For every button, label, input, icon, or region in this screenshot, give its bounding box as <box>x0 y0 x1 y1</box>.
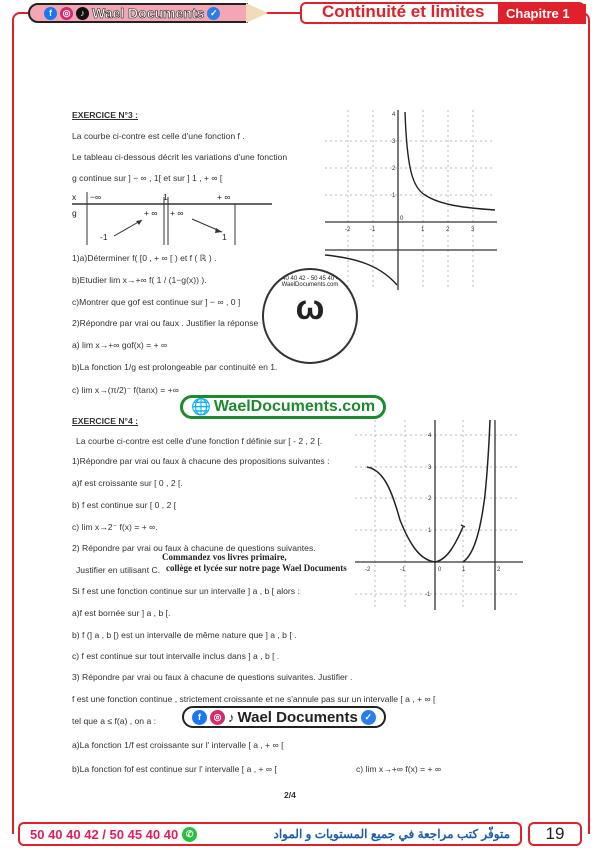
footer-banner <box>18 822 522 846</box>
table-cell: 1 <box>222 232 227 242</box>
ex4-question: c) f est continue sur tout intervalle inclus dans ] a , b [ . <box>72 651 280 661</box>
promo-line: Commandez vos livres primaire, <box>162 552 287 562</box>
ex4-question: a)f est croissante sur [ 0 , 2 [. <box>72 478 183 488</box>
facebook-icon: f <box>44 7 57 20</box>
footer-arabic-text: متوفّر كتب مراجعة في جميع المستويات و المواد <box>273 827 510 841</box>
tick-label: -1 <box>425 592 431 598</box>
tick-label: 4 <box>392 112 396 118</box>
tick-label: 4 <box>428 433 432 439</box>
tick-label: 2 <box>392 166 396 172</box>
ex3-question: c) lim x→(π/2)⁻ f(tanx) = +∞ <box>72 385 179 395</box>
tick-label: 1 <box>392 193 396 199</box>
ex4-question: b)La fonction fof est continue sur l' intervalle [ a , + ∞ [ <box>72 764 277 774</box>
table-cell: + ∞ <box>217 192 231 202</box>
stamp-watermark: 50 40 40 42 - 50 45 40 40 · WaelDocuments.com ω <box>262 268 358 364</box>
ex3-question: 2)Répondre par vrai ou faux . Justifier la réponse <box>72 318 259 328</box>
tick-label: 1 <box>421 227 425 233</box>
table-x-label: x <box>72 192 77 202</box>
tick-label: -1 <box>400 567 406 573</box>
social-watermark <box>182 706 386 728</box>
ex4-question: a)La fonction 1/f est croissante sur l' intervalle [ a , + ∞ [ <box>72 740 284 750</box>
table-cell: 1 <box>163 192 168 202</box>
social-watermark-text: Wael Documents <box>237 708 358 726</box>
instagram-icon: ◎ <box>210 710 225 725</box>
tiktok-icon: ♪ <box>228 709 235 725</box>
ex4-question: tel que a ≤ f(a) , on a : <box>72 716 157 726</box>
tick-label: 3 <box>392 139 396 145</box>
brand-pencil <box>28 3 248 23</box>
tick-label: 1 <box>428 528 432 534</box>
table-cell: + ∞ <box>170 208 184 218</box>
tick-label: 3 <box>471 227 475 233</box>
tiktok-icon: ♪ <box>76 7 89 20</box>
table-cell: −∞ <box>90 192 102 202</box>
variation-table <box>72 192 272 245</box>
verified-icon: ✓ <box>207 7 220 20</box>
graph-f-ex4 <box>355 415 525 610</box>
tick-label: 2 <box>497 567 501 573</box>
tick-label: 0 <box>438 567 442 573</box>
tick-label: -2 <box>365 567 371 573</box>
page-label: 2/4 <box>284 790 296 800</box>
ex4-question: b) f (] a , b [) est un intervalle de même nature que ] a , b [ . <box>72 630 297 640</box>
tick-label: 3 <box>428 465 432 471</box>
footer-phones: 50 40 40 42 / 50 45 40 40 <box>30 826 179 842</box>
tick-label: 1 <box>462 567 466 573</box>
ex4-question: 3) Répondre par vrai ou faux à chacune de questions suivantes. Justifier . <box>72 672 353 682</box>
promo-watermark <box>162 552 347 574</box>
chapter-badge: Chapitre 1 <box>498 4 586 24</box>
ex3-question: a) lim x→+∞ gof(x) = + ∞ <box>72 340 168 350</box>
page-number: 19 <box>528 822 582 846</box>
ex4-question: Si f est une fonction continue sur un intervalle ] a , b [ alors : <box>72 586 300 596</box>
pencil-tip-icon <box>246 3 268 23</box>
ex4-question: f est une fonction continue , strictement croissante et ne s'annule pas sur un intervalle [ a , + ∞ [ <box>72 694 436 704</box>
tick-label: -1 <box>370 227 376 233</box>
table-cell: + ∞ <box>144 208 158 218</box>
facebook-icon: f <box>192 710 207 725</box>
ex4-question: 1)Répondre par vrai ou faux à chacune des propositions suivantes : <box>72 456 330 466</box>
promo-line: collège et lycée sur notre page Wael Documents <box>166 563 347 573</box>
ex3-title: EXERCICE N°3 : <box>72 110 138 120</box>
ex4-question: 2) Répondre par vrai ou faux à chacune de questions suivantes. <box>72 543 316 553</box>
stamp-text: 50 40 40 42 - 50 45 40 40 · WaelDocuments.com <box>273 276 347 288</box>
graph-f-ex3 <box>325 100 500 290</box>
ex4-line: La courbe ci-contre est celle d'une fonction f définie sur [ - 2 , 2 [. <box>76 436 323 446</box>
whatsapp-icon: ✆ <box>182 827 197 842</box>
tick-label: 2 <box>446 227 450 233</box>
globe-icon: 🌐 <box>191 399 211 416</box>
ex3-question: 1)a)Déterminer f( [0 , + ∞ [ ) et f ( ℝ ) . <box>72 253 217 263</box>
ex3-question: b)Etudier lim x→+∞ f( 1 / (1−g(x)) ). <box>72 275 207 285</box>
table-cell: -1 <box>100 232 108 242</box>
table-g-label: g <box>72 208 77 218</box>
ex3-line: g continue sur ] − ∞ , 1[ et sur ] 1 , + ∞ [ <box>72 173 223 183</box>
ex4-question: a)f est bornée sur ] a , b [. <box>72 608 171 618</box>
tick-label: -2 <box>345 227 351 233</box>
ex4-question: c) lim x→+∞ f(x) = + ∞ <box>356 764 442 774</box>
site-watermark-text: WaelDocuments.com <box>213 398 376 415</box>
tick-label: 0 <box>400 216 404 222</box>
ex3-question: c)Montrer que gof est continue sur ] − ∞ , 0 ] <box>72 297 241 307</box>
page-title: Continuité et limites <box>322 2 485 21</box>
instagram-icon: ◎ <box>60 7 73 20</box>
ex4-title: EXERCICE N°4 : <box>72 416 138 426</box>
ex4-question: Justifier en utilisant C. <box>76 565 161 575</box>
ex4-question: b) f est continue sur [ 0 , 2 [ <box>72 500 177 510</box>
verified-icon: ✓ <box>361 710 376 725</box>
ex3-question: b)La fonction 1/g est prolongeable par continuité en 1. <box>72 362 278 372</box>
ex4-question: c) lim x→2⁻ f(x) = + ∞. <box>72 522 158 532</box>
tick-label: 2 <box>428 496 432 502</box>
ex3-line: La courbe ci-contre est celle d'une fonction f . <box>72 131 245 141</box>
ex3-line: Le tableau ci-dessous décrit les variations d'une fonction <box>72 152 288 162</box>
brand-name: Wael Documents <box>92 5 205 21</box>
